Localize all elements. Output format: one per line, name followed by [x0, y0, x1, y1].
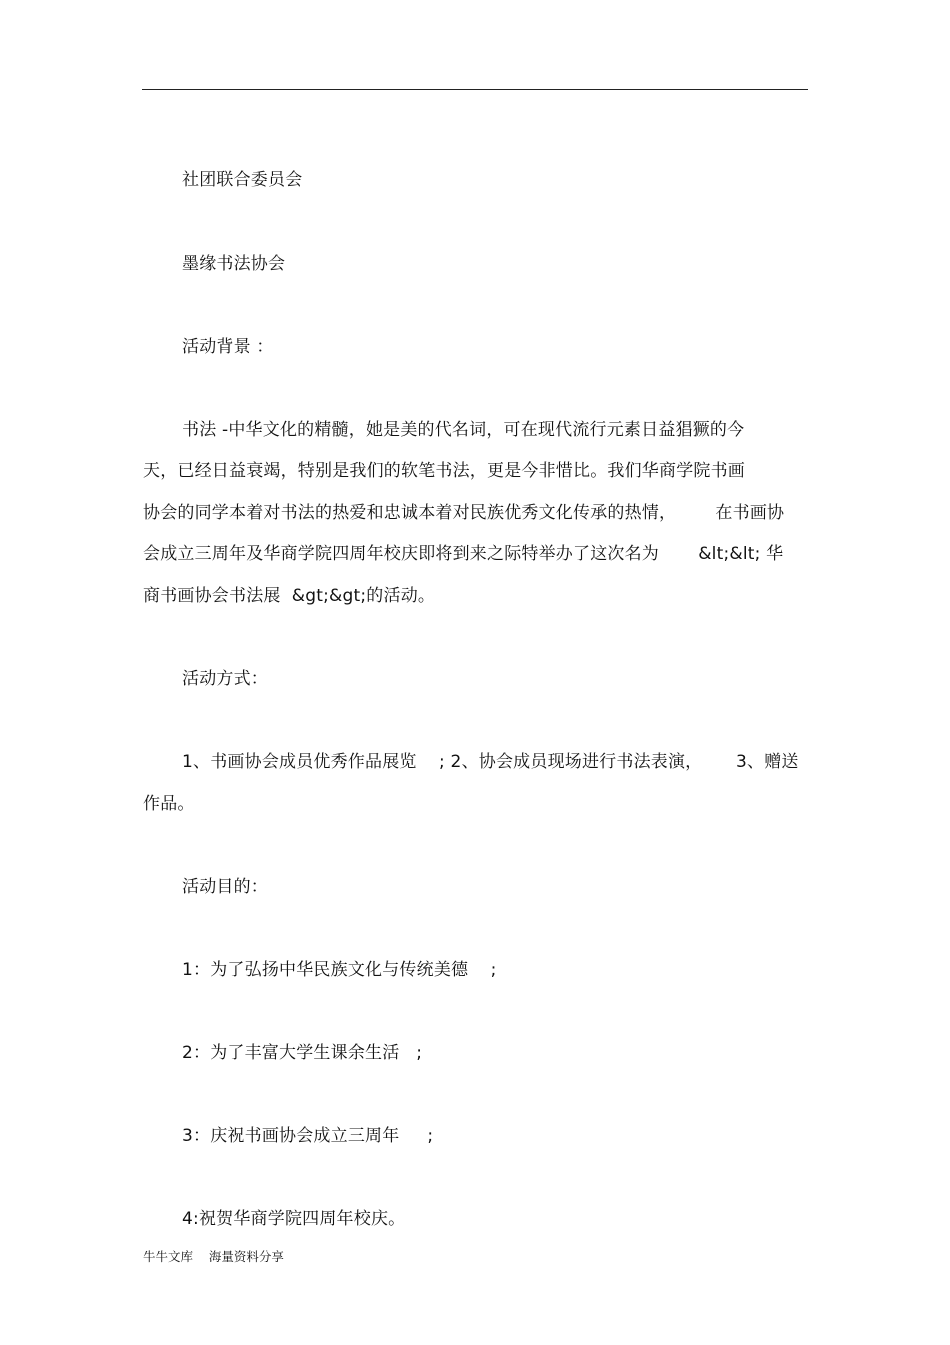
- background-line: 会成立三周年及华商学院四周年校庆即将到来之际特举办了这次名为 &lt;&lt; 华: [143, 544, 784, 564]
- heading-assoc: 墨缘书法协会: [182, 254, 286, 274]
- background-line: 书法 -中华文化的精髓，她是美的代名词，可在现代流行元素日益猖獗的今: [182, 420, 745, 440]
- purpose-item: 4:祝贺华商学院四周年校庆。: [182, 1209, 406, 1229]
- background-line: 天，已经日益衰竭，特别是我们的软笔书法，更是今非惜比。我们华商学院书画: [143, 461, 745, 481]
- purpose-title: 活动目的：: [182, 877, 268, 897]
- method-title: 活动方式：: [182, 669, 268, 689]
- purpose-item: 3：庆祝书画协会成立三周年 ;: [182, 1126, 434, 1146]
- heading-org: 社团联合委员会: [182, 170, 303, 190]
- footer-watermark: 牛牛文库 海量资料分享: [143, 1249, 284, 1264]
- method-line: 1、书画协会成员优秀作品展览 ; 2、协会成员现场进行书法表演， 3、赠送: [182, 752, 799, 772]
- background-title: 活动背景 ：: [182, 337, 274, 357]
- background-line: 协会的同学本着对书法的热爱和忠诚本着对民族优秀文化传承的热情， 在书画协: [143, 503, 785, 523]
- purpose-item: 2：为了丰富大学生课余生活 ;: [182, 1043, 423, 1063]
- purpose-item: 1：为了弘扬中华民族文化与传统美德 ;: [182, 960, 497, 980]
- method-line: 作品。: [143, 794, 195, 814]
- background-line: 商书画协会书法展 &gt;&gt;的活动。: [143, 586, 436, 606]
- header-rule: [142, 89, 808, 90]
